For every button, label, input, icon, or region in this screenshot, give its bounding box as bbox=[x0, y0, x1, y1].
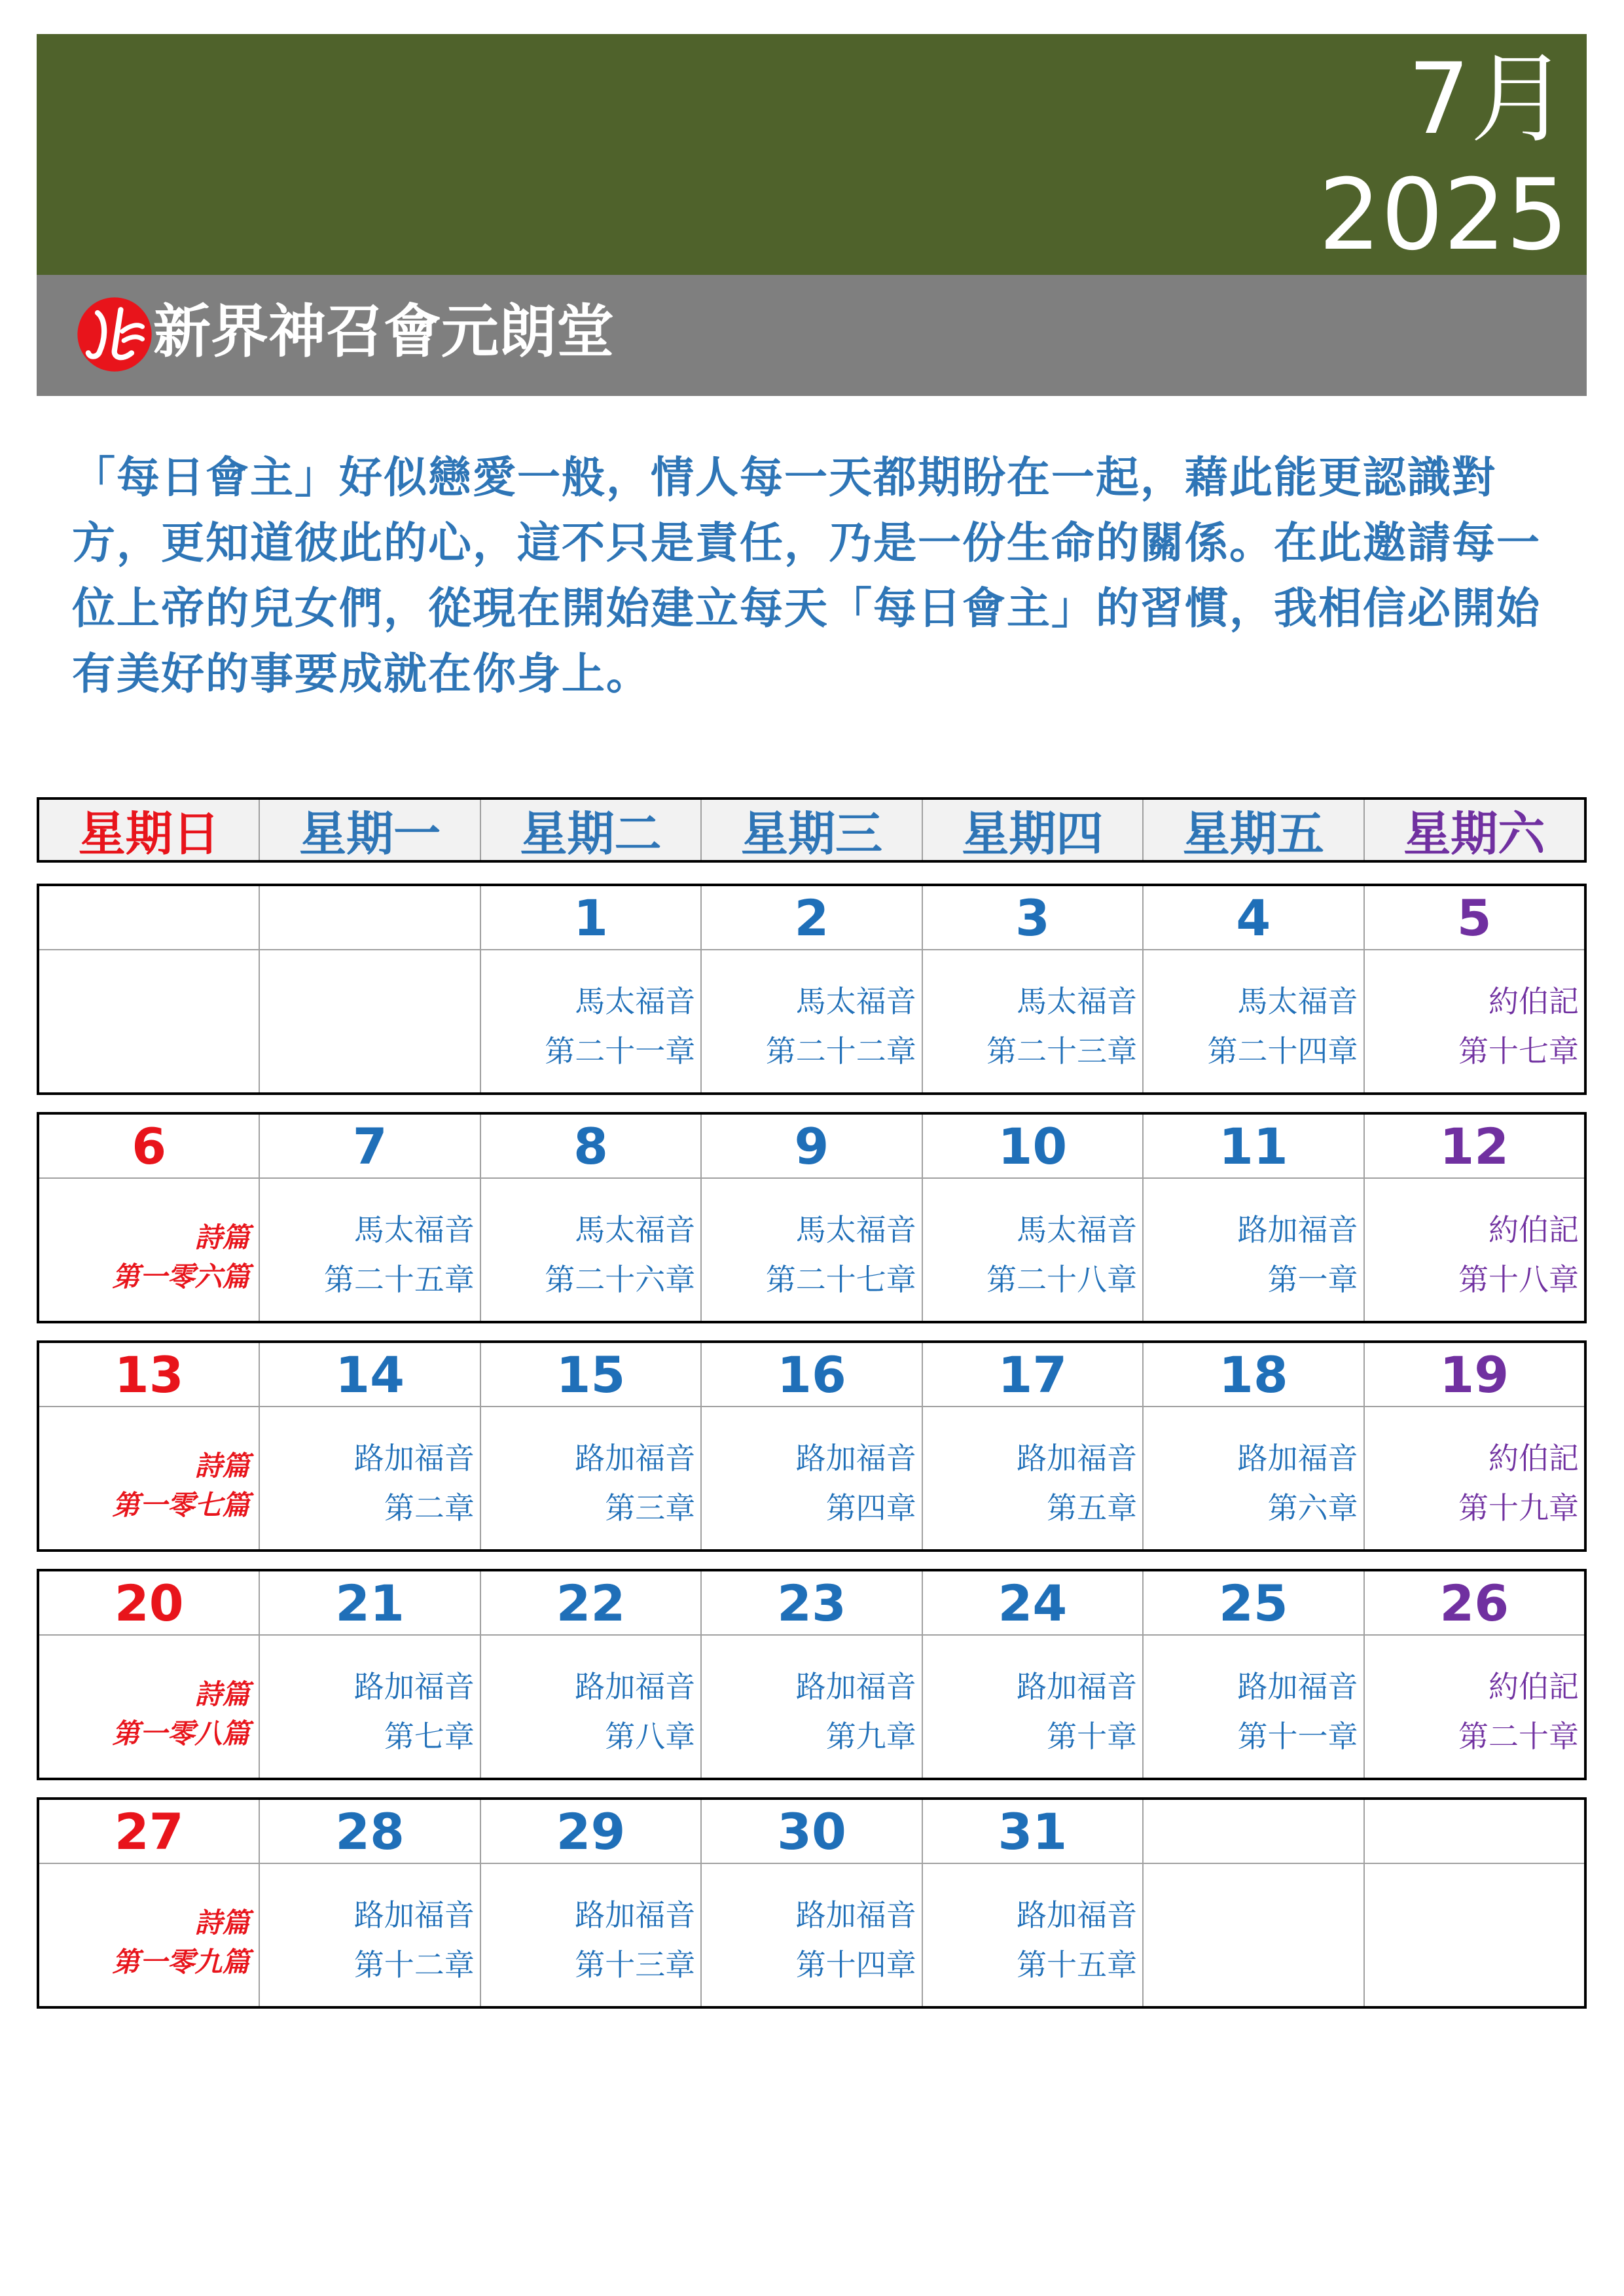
calendar-day-cell bbox=[39, 1343, 260, 1549]
calendar-day-cell bbox=[923, 1115, 1144, 1321]
day-number bbox=[1365, 1800, 1584, 1864]
reading-chapter: 第二十四章 bbox=[1207, 1033, 1358, 1069]
bible-reading bbox=[1458, 1205, 1579, 1304]
reading-book: 路加福音 bbox=[575, 1669, 696, 1704]
reading-book: 馬太福音 bbox=[353, 1212, 475, 1247]
month-label: 7月 bbox=[1407, 43, 1568, 156]
bible-reading bbox=[766, 977, 916, 1076]
day-number: 12 bbox=[1365, 1115, 1584, 1179]
reading-book: 馬太福音 bbox=[1237, 984, 1358, 1019]
bible-reading bbox=[796, 1890, 916, 1990]
year-label: 2025 bbox=[1318, 158, 1568, 272]
reading-book: 約伯記 bbox=[1488, 1212, 1579, 1247]
weekday-wednesday: 星期三 bbox=[702, 800, 922, 860]
weekday-thursday: 星期四 bbox=[923, 800, 1144, 860]
day-number: 16 bbox=[702, 1343, 921, 1407]
reading-chapter: 第十八章 bbox=[1458, 1262, 1579, 1297]
bible-reading bbox=[1458, 1662, 1579, 1761]
reading-chapter: 第二十三章 bbox=[986, 1033, 1138, 1069]
reading-chapter: 第二十章 bbox=[1458, 1719, 1579, 1754]
reading-chapter: 第一章 bbox=[1267, 1262, 1358, 1297]
bible-reading bbox=[354, 1662, 475, 1761]
calendar-day-cell bbox=[1144, 1571, 1364, 1778]
day-number: 30 bbox=[702, 1800, 921, 1864]
calendar-week-row bbox=[37, 1797, 1587, 2009]
reading-chapter: 第一零六篇 bbox=[112, 1261, 250, 1293]
church-logo-icon bbox=[76, 296, 153, 373]
calendar-day-cell bbox=[923, 1343, 1144, 1549]
reading-book: 路加福音 bbox=[795, 1441, 916, 1476]
reading-chapter: 第四章 bbox=[825, 1490, 916, 1526]
day-number: 14 bbox=[260, 1343, 479, 1407]
bible-reading bbox=[1017, 1662, 1137, 1761]
reading-book: 馬太福音 bbox=[575, 984, 696, 1019]
bible-reading bbox=[766, 1205, 916, 1304]
month-header bbox=[37, 34, 1587, 275]
reading-book: 約伯記 bbox=[1488, 1669, 1579, 1704]
bible-reading bbox=[1017, 1890, 1137, 1990]
calendar-day-cell bbox=[1144, 1343, 1364, 1549]
reading-book: 約伯記 bbox=[1488, 984, 1579, 1019]
day-number: 21 bbox=[260, 1571, 479, 1636]
reading-book: 路加福音 bbox=[575, 1897, 696, 1933]
weekday-header-row bbox=[37, 797, 1587, 863]
reading-book: 路加福音 bbox=[1237, 1669, 1358, 1704]
day-number: 17 bbox=[923, 1343, 1142, 1407]
day-number: 8 bbox=[481, 1115, 700, 1179]
reading-book: 馬太福音 bbox=[795, 1212, 916, 1247]
day-number: 3 bbox=[923, 886, 1142, 950]
bible-reading bbox=[1017, 1433, 1137, 1533]
calendar-week-row bbox=[37, 1340, 1587, 1552]
calendar-day-cell bbox=[923, 1800, 1144, 2006]
bible-reading bbox=[1238, 1662, 1358, 1761]
day-number: 31 bbox=[923, 1800, 1142, 1864]
bible-reading bbox=[545, 1205, 695, 1304]
day-number: 13 bbox=[39, 1343, 259, 1407]
day-number: 20 bbox=[39, 1571, 259, 1636]
reading-chapter: 第十七章 bbox=[1458, 1033, 1579, 1069]
calendar-day-cell bbox=[481, 1343, 702, 1549]
reading-book: 詩篇 bbox=[194, 1907, 250, 1939]
day-number bbox=[1144, 1800, 1363, 1864]
reading-book: 詩篇 bbox=[194, 1221, 250, 1253]
day-number: 24 bbox=[923, 1571, 1142, 1636]
bible-reading bbox=[1458, 1433, 1579, 1533]
reading-chapter: 第二十七章 bbox=[765, 1262, 916, 1297]
bible-reading bbox=[986, 1205, 1137, 1304]
calendar-day-cell bbox=[923, 886, 1144, 1092]
day-number: 7 bbox=[260, 1115, 479, 1179]
bible-reading bbox=[1458, 977, 1579, 1076]
reading-book: 馬太福音 bbox=[575, 1212, 696, 1247]
calendar-day-cell bbox=[260, 886, 480, 1092]
reading-chapter: 第十四章 bbox=[795, 1947, 916, 1982]
reading-chapter: 第十一章 bbox=[1237, 1719, 1358, 1754]
weekday-sunday: 星期日 bbox=[39, 800, 260, 860]
calendar-day-cell bbox=[481, 1115, 702, 1321]
bible-reading bbox=[796, 1433, 916, 1533]
day-number: 6 bbox=[39, 1115, 259, 1179]
bible-reading bbox=[112, 1218, 249, 1297]
calendar-day-cell bbox=[39, 1571, 260, 1778]
bible-reading bbox=[545, 977, 695, 1076]
reading-chapter: 第十九章 bbox=[1458, 1490, 1579, 1526]
reading-book: 詩篇 bbox=[194, 1450, 250, 1482]
calendar-day-cell bbox=[39, 1800, 260, 2006]
day-number: 11 bbox=[1144, 1115, 1363, 1179]
reading-book: 馬太福音 bbox=[1017, 984, 1138, 1019]
reading-book: 路加福音 bbox=[353, 1669, 475, 1704]
bible-reading bbox=[796, 1662, 916, 1761]
calendar-day-cell bbox=[39, 886, 260, 1092]
bible-reading bbox=[1208, 977, 1358, 1076]
reading-chapter: 第九章 bbox=[825, 1719, 916, 1754]
calendar-day-cell bbox=[1365, 1115, 1584, 1321]
reading-book: 路加福音 bbox=[353, 1441, 475, 1476]
reading-chapter: 第十五章 bbox=[1017, 1947, 1138, 1982]
day-number: 22 bbox=[481, 1571, 700, 1636]
day-number: 5 bbox=[1365, 886, 1584, 950]
calendar-day-cell bbox=[481, 1800, 702, 2006]
weekday-tuesday: 星期二 bbox=[481, 800, 702, 860]
day-number: 27 bbox=[39, 1800, 259, 1864]
reading-book: 詩篇 bbox=[194, 1678, 250, 1710]
bible-reading bbox=[354, 1433, 475, 1533]
reading-book: 路加福音 bbox=[1237, 1441, 1358, 1476]
reading-book: 路加福音 bbox=[1017, 1897, 1138, 1933]
day-number: 28 bbox=[260, 1800, 479, 1864]
reading-chapter: 第二十二章 bbox=[765, 1033, 916, 1069]
reading-chapter: 第二十五章 bbox=[323, 1262, 475, 1297]
calendar-week-row bbox=[37, 1112, 1587, 1323]
reading-chapter: 第八章 bbox=[605, 1719, 696, 1754]
reading-book: 路加福音 bbox=[575, 1441, 696, 1476]
day-number: 18 bbox=[1144, 1343, 1363, 1407]
calendar-day-cell bbox=[1144, 1800, 1364, 2006]
reading-book: 路加福音 bbox=[1017, 1669, 1138, 1704]
calendar-week-row bbox=[37, 1569, 1587, 1780]
day-number: 10 bbox=[923, 1115, 1142, 1179]
calendar-day-cell bbox=[1144, 1115, 1364, 1321]
reading-book: 馬太福音 bbox=[795, 984, 916, 1019]
calendar-day-cell bbox=[481, 886, 702, 1092]
calendar-day-cell bbox=[39, 1115, 260, 1321]
organization-banner bbox=[37, 275, 1587, 396]
calendar-day-cell bbox=[260, 1115, 480, 1321]
day-number: 2 bbox=[702, 886, 921, 950]
calendar-day-cell bbox=[702, 1343, 922, 1549]
reading-chapter: 第一零九篇 bbox=[112, 1946, 250, 1978]
reading-chapter: 第二十一章 bbox=[545, 1033, 696, 1069]
calendar-day-cell bbox=[702, 1115, 922, 1321]
month-year-title bbox=[1318, 42, 1568, 274]
reading-chapter: 第六章 bbox=[1267, 1490, 1358, 1526]
calendar-day-cell bbox=[923, 1571, 1144, 1778]
weekday-monday: 星期一 bbox=[260, 800, 480, 860]
day-number: 23 bbox=[702, 1571, 921, 1636]
reading-chapter: 第五章 bbox=[1047, 1490, 1138, 1526]
calendar-day-cell bbox=[1365, 1571, 1584, 1778]
calendar-day-cell bbox=[1365, 886, 1584, 1092]
reading-book: 馬太福音 bbox=[1017, 1212, 1138, 1247]
bible-reading bbox=[354, 1890, 475, 1990]
day-number bbox=[260, 886, 479, 950]
reading-chapter: 第十章 bbox=[1047, 1719, 1138, 1754]
day-number: 26 bbox=[1365, 1571, 1584, 1636]
calendar-day-cell bbox=[702, 1800, 922, 2006]
reading-book: 路加福音 bbox=[795, 1897, 916, 1933]
bible-reading bbox=[575, 1890, 695, 1990]
reading-book: 路加福音 bbox=[1237, 1212, 1358, 1247]
calendar-week-row bbox=[37, 884, 1587, 1095]
day-number bbox=[39, 886, 259, 950]
day-number: 1 bbox=[481, 886, 700, 950]
calendar-day-cell bbox=[481, 1571, 702, 1778]
reading-chapter: 第一零八篇 bbox=[112, 1717, 250, 1749]
calendar-day-cell bbox=[260, 1571, 480, 1778]
bible-reading bbox=[112, 1903, 249, 1982]
reading-book: 路加福音 bbox=[1017, 1441, 1138, 1476]
day-number: 29 bbox=[481, 1800, 700, 1864]
bible-reading bbox=[112, 1446, 249, 1525]
reading-chapter: 第一零七篇 bbox=[112, 1489, 250, 1521]
reading-chapter: 第七章 bbox=[384, 1719, 475, 1754]
calendar-day-cell bbox=[702, 886, 922, 1092]
calendar-day-cell bbox=[1365, 1343, 1584, 1549]
bible-reading bbox=[324, 1205, 475, 1304]
bible-reading bbox=[575, 1662, 695, 1761]
reading-chapter: 第三章 bbox=[605, 1490, 696, 1526]
bible-reading bbox=[575, 1433, 695, 1533]
reading-book: 路加福音 bbox=[353, 1897, 475, 1933]
day-number: 15 bbox=[481, 1343, 700, 1407]
calendar-day-cell bbox=[260, 1800, 480, 2006]
reading-chapter: 第十二章 bbox=[353, 1947, 475, 1982]
reading-chapter: 第二章 bbox=[384, 1490, 475, 1526]
calendar-day-cell bbox=[1144, 886, 1364, 1092]
day-number: 9 bbox=[702, 1115, 921, 1179]
day-number: 25 bbox=[1144, 1571, 1363, 1636]
intro-paragraph: 「每日會主」好似戀愛一般，情人每一天都期盼在一起，藉此能更認識對方，更知道彼此的心，這不只是責任，乃是一份生命的關係。在此邀請每一位上帝的兒女們，從現在開始建立每天「每日會主」的習慣，我相信必開始有美好的事要成就在你身上。 bbox=[72, 452, 1541, 699]
reading-book: 約伯記 bbox=[1488, 1441, 1579, 1476]
bible-reading bbox=[1238, 1433, 1358, 1533]
calendar-day-cell bbox=[1365, 1800, 1584, 2006]
weekday-saturday: 星期六 bbox=[1403, 806, 1545, 861]
weekday-friday: 星期五 bbox=[1144, 800, 1364, 860]
bible-reading bbox=[1238, 1205, 1358, 1304]
calendar-day-cell bbox=[260, 1343, 480, 1549]
reading-chapter: 第十三章 bbox=[575, 1947, 696, 1982]
calendar-day-cell bbox=[702, 1571, 922, 1778]
day-number: 4 bbox=[1144, 886, 1363, 950]
organization-name: 新界神召會元朗堂 bbox=[153, 298, 615, 365]
reading-book: 路加福音 bbox=[795, 1669, 916, 1704]
reading-chapter: 第二十八章 bbox=[986, 1262, 1138, 1297]
day-number: 19 bbox=[1365, 1343, 1584, 1407]
bible-reading bbox=[112, 1675, 249, 1753]
bible-reading bbox=[986, 977, 1137, 1076]
reading-chapter: 第二十六章 bbox=[545, 1262, 696, 1297]
